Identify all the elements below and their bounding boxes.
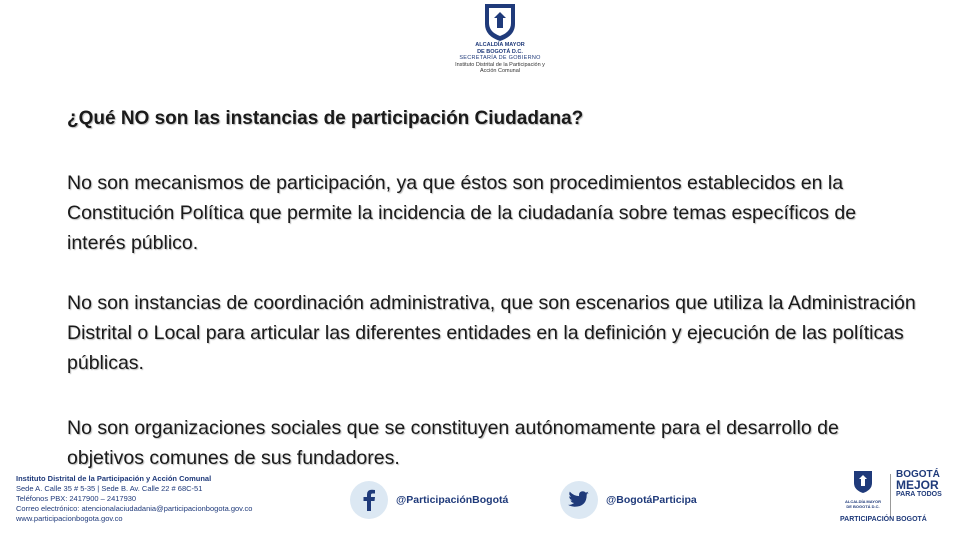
footer-divider <box>890 474 891 518</box>
para-todos-word: PARA TODOS <box>896 491 942 498</box>
header-logo <box>440 2 560 75</box>
bogota-mejor-logo <box>896 470 956 500</box>
twitter-icon <box>560 481 598 519</box>
facebook-handle: @ParticipaciónBogotá <box>396 494 509 506</box>
footer-web[interactable]: www.participacionbogota.gov.co <box>16 514 123 523</box>
mejor-word: MEJOR <box>896 478 939 492</box>
header-line-2: DE BOGOTÁ D.C. <box>477 48 523 55</box>
bogota-word: BOGOTÁ <box>896 469 940 480</box>
footer-alcaldia-logo <box>838 470 888 509</box>
footer-logo-caption-1: ALCALDÍA MAYOR <box>845 499 881 504</box>
page-title: ¿Qué NO son las instancias de participación Ciudadana? <box>67 108 584 129</box>
facebook-link[interactable] <box>350 480 508 520</box>
facebook-icon <box>350 481 388 519</box>
paragraph-organizaciones: No son organizaciones sociales que se constituyen autónomamente para el desarrollo de objetivos comunes de sus fundadores. <box>67 417 839 469</box>
participacion-bogota-label: PARTICIPACIÓN BOGOTÁ <box>840 516 927 523</box>
twitter-link[interactable] <box>560 480 697 520</box>
header-line-1: ALCALDÍA MAYOR <box>475 42 525 48</box>
twitter-handle: @BogotáParticipa <box>606 494 697 506</box>
footer-org: Instituto Distrital de la Participación y Acción Comunal <box>16 474 212 483</box>
header-line-4: Instituto Distrital de la Participación y <box>455 61 545 68</box>
footer <box>0 466 960 540</box>
footer-sedes: Sede A. Calle 35 # 5-35 | Sede B. Av. Calle 22 # 68C-51 <box>16 484 203 493</box>
footer-address <box>16 474 252 524</box>
bogota-shield-icon <box>483 2 517 42</box>
header-line-3: SECRETARÍA DE GOBIERNO <box>459 55 541 61</box>
header-line-5: Acción Comunal <box>479 68 521 74</box>
paragraph-mecanismos: No son mecanismos de participación, ya que éstos son procedimientos establecidos en la Constitución Política que permite la incidencia de la ciudadanía sobre temas específicos de interés público. <box>67 172 857 254</box>
footer-email[interactable]: Correo electrónico: atencionalaciudadania@participacionbogota.gov.co <box>16 504 253 513</box>
shield-icon <box>853 470 873 494</box>
footer-logo-caption-2: DE BOGOTÁ D.C. <box>846 504 880 509</box>
paragraph-coordinacion: No son instancias de coordinación administrativa, que son escenarios que utiliza la Administración Distrital o Local para articular las diferentes entidades en la definición y ejecución de las políticas públicas. <box>67 292 916 374</box>
footer-phones: Teléfonos PBX: 2417900 – 2417930 <box>16 494 137 503</box>
